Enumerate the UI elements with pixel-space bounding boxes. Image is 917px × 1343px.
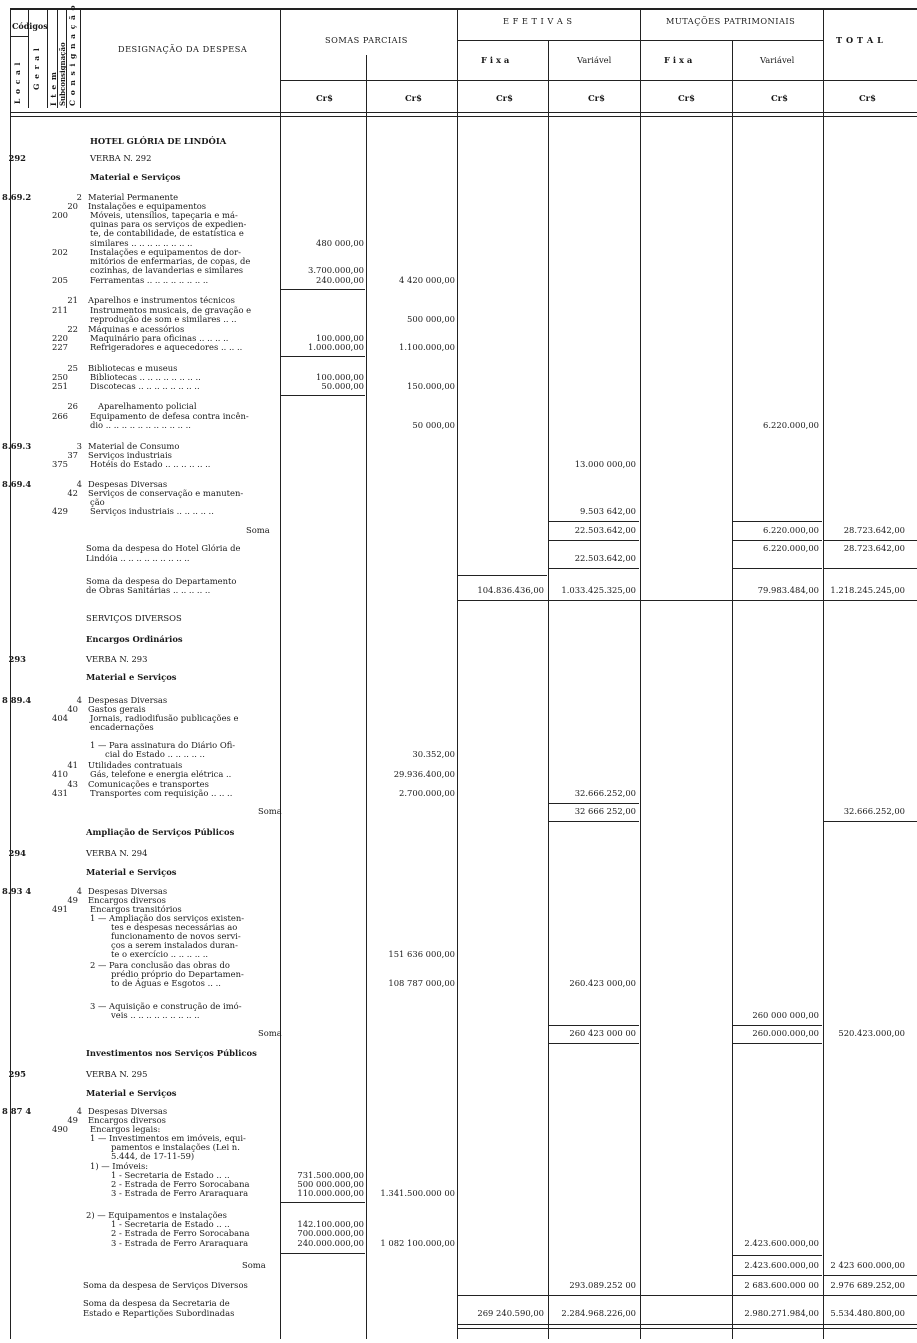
sum-rule <box>549 1025 639 1026</box>
currency-label: Cr$ <box>405 93 422 103</box>
code-consignacao: 250 <box>52 372 68 382</box>
expense-description: Encargos diversos <box>88 1115 166 1125</box>
efetiva-fixa: 104.836.436,00 <box>477 585 544 595</box>
expense-description: prédio próprio do Departamen- <box>111 969 244 979</box>
mutacao-variavel: 2 683.600.000 00 <box>744 1280 819 1290</box>
expense-description: Ferramentas .. .. .. .. .. .. .. .. <box>90 275 209 285</box>
partial-sum-1: 240.000,00 <box>316 275 364 285</box>
sum-rule <box>281 356 365 357</box>
sum-rule <box>549 803 639 804</box>
sum-rule <box>733 568 822 569</box>
expense-description: Gastos gerais <box>88 704 146 714</box>
expense-description: Utilidades contratuais <box>88 760 183 770</box>
code-local: 295 <box>8 1069 26 1079</box>
expense-description: Transportes com requisição .. .. .. <box>90 788 233 798</box>
code-local: 8 89.4 <box>2 695 32 705</box>
partial-sum-2: 151 636 000,00 <box>388 949 455 959</box>
expense-description: ços a serem instalados duran- <box>111 940 238 950</box>
expense-description: HOTEL GLÓRIA DE LINDÓIA <box>90 136 227 146</box>
header-mutacoes: MUTAÇÕES PATRIMONIAIS <box>666 16 796 26</box>
expense-description: VERBA N. 295 <box>86 1069 148 1079</box>
sum-rule <box>458 1328 917 1329</box>
sum-rule <box>458 1295 917 1296</box>
expense-description: Soma <box>242 1260 266 1270</box>
expense-description: 2 - Estrada de Ferro Sorocabana <box>111 1179 250 1189</box>
currency-label: Cr$ <box>316 93 333 103</box>
expense-description: 1 - Secretaria de Estado .. .. <box>111 1170 230 1180</box>
code-item: 37 <box>67 450 78 460</box>
expense-description: Encargos legais: <box>90 1124 161 1134</box>
code-consignacao: 211 <box>52 305 68 315</box>
code-item: 26 <box>67 401 78 411</box>
expense-description: veis .. .. .. .. .. .. .. .. .. <box>111 1010 200 1020</box>
code-item: 49 <box>67 1115 78 1125</box>
code-local: 8.69.3 <box>2 441 32 451</box>
expense-description: Hotéis do Estado .. .. .. .. .. .. <box>90 459 211 469</box>
code-item: 20 <box>67 201 78 211</box>
expense-description: 5.444, de 17-11-59) <box>111 1151 195 1161</box>
sum-rule <box>733 1275 822 1276</box>
mutacao-variavel: 6.220.000,00 <box>763 420 819 430</box>
partial-sum-1: 500 000.000,00 <box>297 1179 364 1189</box>
code-geral: 4 <box>76 886 82 896</box>
expense-description: Material e Serviços <box>86 1088 177 1098</box>
efetiva-variavel: 293.089.252 00 <box>569 1280 636 1290</box>
sum-rule <box>281 395 365 396</box>
expense-description: Comunicações e transportes <box>88 779 209 789</box>
mutacao-variavel: 2.980.271.984,00 <box>744 1308 819 1318</box>
expense-description: te, de contabilidade, de estatística e <box>90 228 244 238</box>
partial-sum-2: 500 000,00 <box>407 314 455 324</box>
expense-description: Encargos transitórios <box>90 904 182 914</box>
expense-description: Aparelhos e instrumentos técnicos <box>88 295 235 305</box>
expense-description: VERBA N. 294 <box>86 848 148 858</box>
partial-sum-1: 1.000.000,00 <box>308 342 364 352</box>
expense-description: Soma da despesa de Serviços Diversos <box>83 1280 248 1290</box>
header-local: L o c a l <box>13 61 22 104</box>
currency-label: Cr$ <box>588 93 605 103</box>
expense-description: Despesas Diversas <box>88 695 168 705</box>
expense-description: Refrigeradores e aquecedores .. .. .. <box>90 342 243 352</box>
expense-description: mitórios de enfermarias, de copas, de <box>90 256 251 266</box>
currency-label: Cr$ <box>496 93 513 103</box>
code-consignacao: 220 <box>52 333 68 343</box>
total-value: 28.723.642,00 <box>843 525 905 535</box>
sum-rule <box>549 540 639 541</box>
mutacao-variavel: 260.000.000,00 <box>752 1028 819 1038</box>
expense-description: Soma da despesa do Hotel Glória de <box>86 543 241 553</box>
code-consignacao: 200 <box>52 210 68 220</box>
header-efetivas-fixa: F i x a <box>481 55 510 65</box>
currency-label: Cr$ <box>678 93 695 103</box>
expense-description: Instalações e equipamentos <box>88 201 207 211</box>
partial-sum-1: 731.500.000,00 <box>297 1170 364 1180</box>
sum-rule <box>733 521 822 522</box>
code-item: 42 <box>67 488 78 498</box>
expense-description: ção <box>90 497 105 507</box>
header-mutacoes-variavel: Variável <box>760 55 795 65</box>
expense-description: similares .. .. .. .. .. .. .. .. <box>90 238 193 248</box>
col-line <box>823 10 824 1339</box>
expense-description: Soma <box>246 525 270 535</box>
code-item: 25 <box>67 363 78 373</box>
code-consignacao: 491 <box>52 904 68 914</box>
expense-description: dio .. .. .. .. .. .. .. .. .. .. .. <box>90 420 191 430</box>
sum-rule <box>733 1025 822 1026</box>
partial-sum-1: 100.000,00 <box>316 372 364 382</box>
expense-description: 1 - Secretaria de Estado .. .. <box>111 1219 230 1229</box>
efetiva-fixa: 269 240.590,00 <box>477 1308 544 1318</box>
partial-sum-2: 1 082 100.000,00 <box>380 1238 455 1248</box>
header-subconsignacao: Subconsignação <box>58 42 67 106</box>
col-line <box>280 10 281 1339</box>
expense-description: Gás, telefone e energia elétrica .. <box>90 769 232 779</box>
code-consignacao: 227 <box>52 342 68 352</box>
header-rule <box>457 80 917 81</box>
efetiva-variavel: 13.000 000,00 <box>574 459 636 469</box>
expense-description: Serviços de conservação e manuten- <box>88 488 244 498</box>
efetiva-variavel: 22.503.642,00 <box>574 525 636 535</box>
code-consignacao: 375 <box>52 459 68 469</box>
header-codigos: Códigos <box>12 21 48 31</box>
code-item: 40 <box>67 704 78 714</box>
expense-description: VERBA N. 292 <box>90 153 152 163</box>
expense-description: reprodução de som e similares .. .. <box>90 314 237 324</box>
sum-rule <box>824 821 917 822</box>
col-line <box>366 55 367 1339</box>
partial-sum-1: 110.000.000,00 <box>297 1188 364 1198</box>
currency-label: Cr$ <box>771 93 788 103</box>
header-item: I t e m <box>49 71 58 106</box>
expense-description: Encargos diversos <box>88 895 166 905</box>
header-top-rule <box>10 8 917 10</box>
partial-sum-1: 700.000.000,00 <box>297 1228 364 1238</box>
code-local: 8.93 4 <box>2 886 32 896</box>
header-total: T O T A L <box>836 35 884 45</box>
expense-description: Despesas Diversas <box>88 479 168 489</box>
code-item: 41 <box>67 760 78 770</box>
sum-rule <box>733 1043 822 1044</box>
sum-rule <box>281 1253 365 1254</box>
code-local: 8.69.2 <box>2 192 32 202</box>
header-rule <box>10 116 917 117</box>
expense-description: pamentos e instalações (Lei n. <box>111 1142 240 1152</box>
sum-rule <box>549 568 639 569</box>
currency-label: Cr$ <box>859 93 876 103</box>
expense-description: cial do Estado .. .. .. .. .. <box>105 749 205 759</box>
code-consignacao: 202 <box>52 247 68 257</box>
sum-rule <box>458 1324 917 1325</box>
sum-rule <box>824 540 917 541</box>
efetiva-variavel: 260.423 000,00 <box>569 978 636 988</box>
expense-description: cozinhas, de lavanderias e similares <box>90 265 244 275</box>
code-consignacao: 429 <box>52 506 68 516</box>
expense-description: 3 - Estrada de Ferro Araraquara <box>111 1188 249 1198</box>
partial-sum-1: 142.100.000,00 <box>297 1219 364 1229</box>
col-line <box>80 10 81 108</box>
code-consignacao: 205 <box>52 275 68 285</box>
expense-description: Instrumentos musicais, de gravação e <box>90 305 252 315</box>
expense-description: Aparelhamento policial <box>98 401 197 411</box>
expense-description: SERVIÇOS DIVERSOS <box>86 613 182 623</box>
total-value: 2.976 689.252,00 <box>830 1280 905 1290</box>
col-line <box>457 10 458 1339</box>
sum-rule <box>549 1043 639 1044</box>
efetiva-variavel: 1.033.425.325,00 <box>561 585 636 595</box>
total-value: 32.666.252,00 <box>843 806 905 816</box>
total-value: 520.423.000,00 <box>838 1028 905 1038</box>
expense-description: Material e Serviços <box>90 172 181 182</box>
code-consignacao: 266 <box>52 411 68 421</box>
expense-description: VERBA N. 293 <box>86 654 148 664</box>
code-item: 43 <box>67 779 78 789</box>
expense-description: 3 — Aquisição e construção de imó- <box>90 1001 242 1011</box>
expense-description: Material e Serviços <box>86 867 177 877</box>
expense-description: Material e Serviços <box>86 672 177 682</box>
partial-sum-1: 100.000,00 <box>316 333 364 343</box>
header-somas-parciais: SOMAS PARCIAIS <box>325 35 408 45</box>
header-consignacao: C o n s i g n a ç ã o <box>68 4 77 106</box>
expense-description: Material de Consumo <box>88 441 180 451</box>
header-rule <box>10 36 28 37</box>
sum-rule <box>824 1275 917 1276</box>
code-geral: 2 <box>76 192 82 202</box>
col-line <box>640 10 641 1339</box>
sum-rule <box>733 1255 822 1256</box>
code-geral: 4 <box>76 1106 82 1116</box>
expense-description: Equipamento de defesa contra incên- <box>90 411 249 421</box>
expense-description: tes e despesas necessárias ao <box>111 922 238 932</box>
expense-description: Material Permanente <box>88 192 179 202</box>
header-efetivas-variavel: Variável <box>577 55 612 65</box>
expense-description: 1) — Imóveis: <box>90 1161 149 1171</box>
code-geral: 3 <box>76 441 82 451</box>
partial-sum-2: 2.700.000,00 <box>399 788 455 798</box>
expense-description: Serviços industriais <box>88 450 172 460</box>
expense-description: Encargos Ordinários <box>86 634 183 644</box>
expense-description: Serviços industriais .. .. .. .. .. <box>90 506 214 516</box>
expense-description: Estado e Repartições Subordinadas <box>83 1308 235 1318</box>
efetiva-variavel: 2.284.968.226,00 <box>561 1308 636 1318</box>
partial-sum-2: 29.936.400,00 <box>393 769 455 779</box>
expense-description: de Obras Sanitárias .. .. .. .. .. <box>86 585 211 595</box>
sum-rule <box>824 568 917 569</box>
col-line <box>732 40 733 1339</box>
mutacao-variavel: 2.423.600.000,00 <box>744 1238 819 1248</box>
sum-rule <box>458 575 547 576</box>
expense-description: Discotecas .. .. .. .. .. .. .. .. <box>90 381 200 391</box>
mutacao-variavel: 6.220.000,00 <box>763 543 819 553</box>
header-rule <box>457 40 823 41</box>
header-designacao: DESIGNAÇÃO DA DESPESA <box>118 44 248 54</box>
partial-sum-2: 1.341.500.000 00 <box>380 1188 455 1198</box>
efetiva-variavel: 32 666 252,00 <box>574 806 636 816</box>
code-local: 8.69.4 <box>2 479 32 489</box>
expense-description: Bibliotecas e museus <box>88 363 178 373</box>
expense-description: Máquinas e acessórios <box>88 324 185 334</box>
efetiva-variavel: 32.666.252,00 <box>574 788 636 798</box>
expense-description: quinas para os serviços de expedien- <box>90 219 247 229</box>
expense-description: 2 - Estrada de Ferro Sorocabana <box>111 1228 250 1238</box>
partial-sum-1: 3.700.000,00 <box>308 265 364 275</box>
header-efetivas: E F E T I V A S <box>503 16 573 26</box>
code-consignacao: 251 <box>52 381 68 391</box>
expense-description: Ampliação de Serviços Públicos <box>86 827 235 837</box>
partial-sum-1: 480 000,00 <box>316 238 364 248</box>
partial-sum-2: 4 420 000,00 <box>399 275 455 285</box>
header-rule <box>280 80 457 81</box>
sum-rule <box>733 540 822 541</box>
code-local: 8 87 4 <box>2 1106 32 1116</box>
expense-description: 2) — Equipamentos e instalações <box>86 1210 227 1220</box>
mutacao-variavel: 6.220.000,00 <box>763 525 819 535</box>
total-value: 28.723.642,00 <box>843 543 905 553</box>
code-item: 22 <box>67 324 78 334</box>
partial-sum-2: 30.352,00 <box>412 749 455 759</box>
code-local: 292 <box>8 153 26 163</box>
expense-description: 3 - Estrada de Ferro Araraquara <box>111 1238 249 1248</box>
code-local: 294 <box>8 848 26 858</box>
expense-description: Soma da despesa da Secretaria de <box>83 1298 230 1308</box>
efetiva-variavel: 9.503 642,00 <box>580 506 636 516</box>
sum-rule <box>281 289 365 290</box>
expense-description: Lindóia .. .. .. .. .. .. .. .. .. <box>86 553 190 563</box>
sum-rule <box>281 1202 365 1203</box>
efetiva-variavel: 22.503.642,00 <box>574 553 636 563</box>
mutacao-variavel: 79.983.484,00 <box>757 585 819 595</box>
expense-description: to de Águas e Esgotos .. .. <box>111 978 221 988</box>
header-mutacoes-fixa: F i x a <box>664 55 693 65</box>
expense-description: Instalações e equipamentos de dor- <box>90 247 241 257</box>
code-consignacao: 490 <box>52 1124 68 1134</box>
expense-description: Bibliotecas .. .. .. .. .. .. .. .. <box>90 372 201 382</box>
sum-rule <box>458 600 917 601</box>
code-local: 293 <box>8 654 26 664</box>
header-geral: G e r a l <box>32 47 41 90</box>
expense-description: 1 — Para assinatura do Diário Ofi- <box>90 740 236 750</box>
code-consignacao: 410 <box>52 769 68 779</box>
header-rule <box>10 112 917 113</box>
col-line <box>548 40 549 1339</box>
expense-description: Soma da despesa do Departamento <box>86 576 237 586</box>
col-line <box>10 10 11 1339</box>
expense-description: 1 — Ampliação dos serviços existen- <box>90 913 245 923</box>
expense-description: 1 — Investimentos em imóveis, equi- <box>90 1133 246 1143</box>
mutacao-variavel: 260 000 000,00 <box>752 1010 819 1020</box>
partial-sum-2: 1.100.000,00 <box>399 342 455 352</box>
expense-description: te o exercício .. .. .. .. .. <box>111 949 209 959</box>
total-value: 1.218.245.245,00 <box>830 585 905 595</box>
expense-description: Soma <box>258 806 282 816</box>
expense-description: Investimentos nos Serviços Públicos <box>86 1048 257 1058</box>
total-value: 5.534.480.800,00 <box>830 1308 905 1318</box>
code-item: 49 <box>67 895 78 905</box>
expense-description: Móveis, utensílios, tapeçaria e má- <box>90 210 238 220</box>
partial-sum-2: 108 787 000,00 <box>388 978 455 988</box>
partial-sum-1: 240.000.000,00 <box>297 1238 364 1248</box>
code-consignacao: 431 <box>52 788 68 798</box>
sum-rule <box>549 521 639 522</box>
expense-description: 2 — Para conclusão das obras do <box>90 960 230 970</box>
total-value: 2 423 600.000,00 <box>830 1260 905 1270</box>
code-geral: 4 <box>76 695 82 705</box>
expense-description: Maquinário para oficinas .. .. .. .. <box>90 333 229 343</box>
expense-description: Despesas Diversas <box>88 1106 168 1116</box>
partial-sum-2: 50 000,00 <box>412 420 455 430</box>
code-geral: 4 <box>76 479 82 489</box>
partial-sum-1: 50.000,00 <box>321 381 364 391</box>
expense-description: Jornais, radiodifusão publicações e <box>90 713 239 723</box>
sum-rule <box>549 821 639 822</box>
mutacao-variavel: 2.423.600.000,00 <box>744 1260 819 1270</box>
expense-description: Soma <box>258 1028 282 1038</box>
partial-sum-2: 150.000,00 <box>407 381 455 391</box>
code-consignacao: 404 <box>52 713 68 723</box>
expense-description: encadernações <box>90 722 154 732</box>
code-item: 21 <box>67 295 78 305</box>
expense-description: funcionamento de novos servi- <box>111 931 241 941</box>
expense-description: Despesas Diversas <box>88 886 168 896</box>
efetiva-variavel: 260 423 000 00 <box>569 1028 636 1038</box>
